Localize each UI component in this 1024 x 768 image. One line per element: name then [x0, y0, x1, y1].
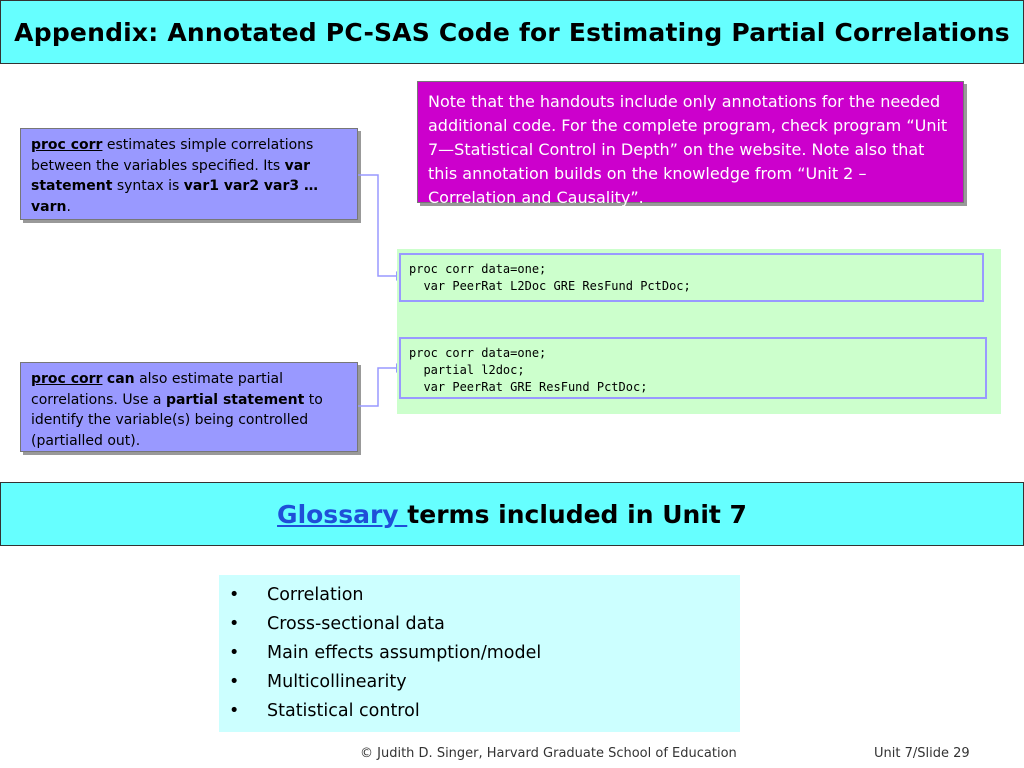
- handout-note: Note that the handouts include only annotations for the needed additional code. For the complete program, check program “Unit 7—Statistical Control in Depth” on the website. Note also that this annotation builds on the knowledge from “Unit 2 – Correlation and Causality”.: [417, 81, 964, 203]
- glossary-heading-text: terms included in Unit 7: [407, 499, 747, 529]
- annotation-keyword: var1 var2 var3 … varn: [31, 178, 319, 215]
- annotation-simple-correlation: [20, 128, 358, 220]
- annotation-text: to identify the variable(s) being controlled (partialled out).: [31, 391, 323, 449]
- slide-title-bar: [0, 0, 1024, 64]
- annotation-text: .: [66, 198, 71, 215]
- connector-arrow-2: [358, 368, 396, 406]
- glossary-terms: [219, 575, 740, 732]
- bullet-icon: •: [229, 614, 240, 634]
- annotation-text: syntax is: [112, 178, 184, 194]
- glossary-term: Multicollinearity: [267, 672, 407, 692]
- glossary-term: Statistical control: [267, 701, 420, 721]
- footer-credit: © Judith D. Singer, Harvard Graduate School of Education: [360, 746, 737, 761]
- annotation-keyword: proc corr: [31, 371, 103, 387]
- annotation-keyword: can: [106, 371, 135, 387]
- list-item: [229, 581, 740, 610]
- connector-arrow-1: [358, 175, 396, 276]
- glossary-term: Main effects assumption/model: [267, 643, 542, 663]
- annotation-partial-correlation: [20, 362, 358, 452]
- annotation-keyword: partial statement: [165, 391, 305, 408]
- list-item: [229, 610, 740, 639]
- list-item: [229, 639, 740, 668]
- bullet-icon: •: [229, 585, 240, 605]
- annotation-keyword: proc corr: [31, 137, 103, 153]
- list-item: [229, 668, 740, 697]
- glossary-term: Cross-sectional data: [267, 614, 445, 634]
- bullet-icon: •: [229, 672, 240, 692]
- list-item: [229, 697, 740, 726]
- slide-title: Appendix: Annotated PC-SAS Code for Estimating Partial Correlations: [14, 17, 1010, 47]
- annotation-text: estimates simple correlations between the variables specified. Its: [31, 137, 314, 174]
- glossary-header: [0, 482, 1024, 546]
- annotation-text: also estimate partial correlations. Use a: [31, 371, 283, 408]
- code-block-partial: proc corr data=one; partial l2doc; var PeerRat GRE ResFund PctDoc;: [399, 337, 987, 399]
- code-block-simple: proc corr data=one; var PeerRat L2Doc GRE ResFund PctDoc;: [399, 253, 984, 302]
- bullet-icon: •: [229, 643, 240, 663]
- annotation-keyword: var statement: [31, 157, 311, 194]
- glossary-term: Correlation: [267, 585, 364, 605]
- slide-number: Unit 7/Slide 29: [874, 746, 970, 761]
- bullet-icon: •: [229, 701, 240, 721]
- glossary-link[interactable]: Glossary: [277, 499, 408, 529]
